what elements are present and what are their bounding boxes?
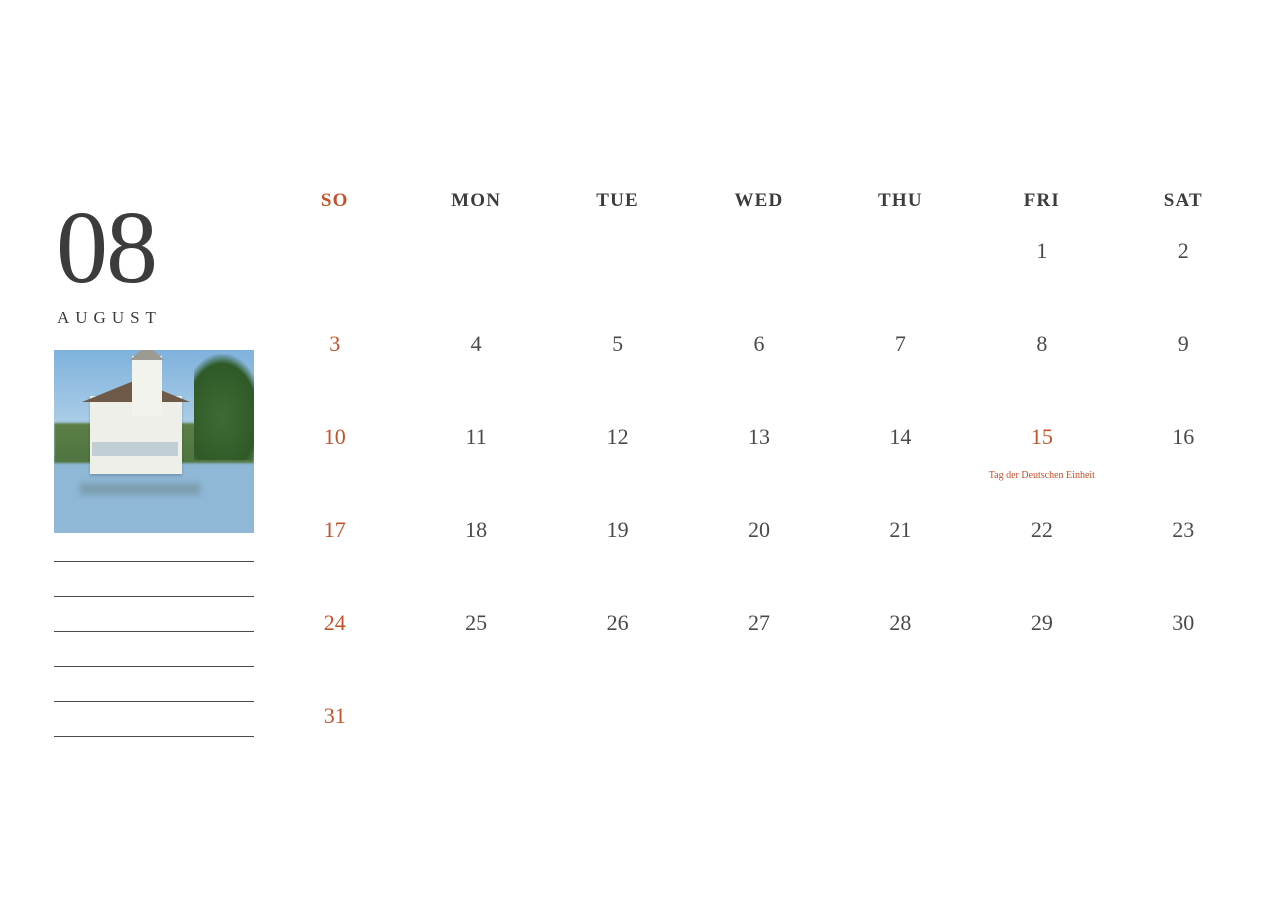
day-cell[interactable] xyxy=(264,681,405,774)
day-number: 9 xyxy=(1177,331,1189,356)
day-cell[interactable] xyxy=(688,402,829,495)
day-cell[interactable] xyxy=(547,588,688,681)
photo-church-tower xyxy=(132,356,162,416)
day-cell-empty xyxy=(688,216,829,309)
day-cell[interactable] xyxy=(1113,309,1254,402)
weekday-header-tue: TUE xyxy=(596,190,639,211)
day-cell[interactable] xyxy=(547,402,688,495)
day-number: 15 xyxy=(1030,424,1053,449)
day-cell-empty xyxy=(1113,681,1254,774)
day-cell[interactable] xyxy=(1113,588,1254,681)
day-cell[interactable] xyxy=(264,588,405,681)
day-cell[interactable] xyxy=(830,588,971,681)
day-number: 2 xyxy=(1177,238,1189,263)
day-number: 6 xyxy=(753,331,765,356)
day-cell[interactable] xyxy=(1113,216,1254,309)
day-cell[interactable] xyxy=(688,495,829,588)
day-cell[interactable] xyxy=(405,309,546,402)
day-cell[interactable] xyxy=(971,495,1112,588)
day-number: 5 xyxy=(612,331,624,356)
month-name: AUGUST xyxy=(57,308,162,327)
day-cell[interactable] xyxy=(405,588,546,681)
month-number: 08 xyxy=(56,190,156,305)
day-cell-empty xyxy=(264,216,405,309)
church-meadow-photo xyxy=(54,350,254,533)
day-number: 30 xyxy=(1172,610,1195,635)
photo-shadow xyxy=(80,483,200,495)
day-cell[interactable] xyxy=(264,309,405,402)
day-number: 13 xyxy=(747,424,770,449)
day-cell[interactable] xyxy=(830,309,971,402)
note-line[interactable] xyxy=(54,666,254,667)
day-cell[interactable] xyxy=(971,402,1112,495)
day-number: 12 xyxy=(606,424,629,449)
day-cell[interactable] xyxy=(971,588,1112,681)
note-line[interactable] xyxy=(54,631,254,632)
day-cell[interactable] xyxy=(264,402,405,495)
day-cell-empty xyxy=(405,681,546,774)
day-cell[interactable] xyxy=(405,402,546,495)
weekday-header-sat: SAT xyxy=(1163,190,1203,211)
weekday-header-thu: THU xyxy=(878,190,923,211)
day-number: 8 xyxy=(1036,331,1048,356)
day-cell[interactable] xyxy=(971,309,1112,402)
day-number: 7 xyxy=(894,331,906,356)
day-number: 4 xyxy=(470,331,482,356)
holiday-label: Tag der Deutschen Einheit xyxy=(988,470,1095,481)
day-number: 21 xyxy=(889,517,912,542)
day-number: 29 xyxy=(1030,610,1053,635)
day-number: 19 xyxy=(606,517,629,542)
day-cell[interactable] xyxy=(971,216,1112,309)
day-number: 3 xyxy=(329,331,341,356)
note-line[interactable] xyxy=(54,701,254,702)
photo-church-tower-roof xyxy=(130,350,164,360)
day-number: 23 xyxy=(1172,517,1195,542)
day-number: 25 xyxy=(465,610,488,635)
photo-church-windows xyxy=(92,442,178,456)
day-cell[interactable] xyxy=(547,495,688,588)
day-number: 14 xyxy=(889,424,912,449)
day-number: 10 xyxy=(323,424,346,449)
note-line[interactable] xyxy=(54,736,254,737)
day-number: 24 xyxy=(323,610,346,635)
day-cell[interactable] xyxy=(547,309,688,402)
notes-area[interactable] xyxy=(54,561,254,737)
day-cell[interactable] xyxy=(1113,402,1254,495)
month-panel xyxy=(54,190,264,771)
day-cell[interactable] xyxy=(830,402,971,495)
day-cell-empty xyxy=(971,681,1112,774)
day-number: 16 xyxy=(1172,424,1195,449)
day-cell[interactable] xyxy=(830,495,971,588)
day-number: 26 xyxy=(606,610,629,635)
day-cell-empty xyxy=(405,216,546,309)
days-grid xyxy=(264,216,1254,774)
day-cell[interactable] xyxy=(688,309,829,402)
day-cell-empty xyxy=(547,681,688,774)
day-number: 18 xyxy=(465,517,488,542)
weekday-header-row xyxy=(264,190,1254,216)
weekday-header-so: SO xyxy=(320,190,349,211)
day-cell[interactable] xyxy=(688,588,829,681)
day-cell[interactable] xyxy=(405,495,546,588)
day-number: 22 xyxy=(1030,517,1053,542)
day-cell-empty xyxy=(830,681,971,774)
day-number: 17 xyxy=(323,517,346,542)
day-number: 20 xyxy=(747,517,770,542)
day-number: 28 xyxy=(889,610,912,635)
day-cell-empty xyxy=(688,681,829,774)
weekday-header-fri: FRI xyxy=(1023,190,1061,211)
weekday-header-wed: WED xyxy=(734,190,784,211)
day-cell-empty xyxy=(547,216,688,309)
day-cell[interactable] xyxy=(264,495,405,588)
calendar-grid xyxy=(264,190,1254,774)
note-line[interactable] xyxy=(54,561,254,562)
day-cell[interactable] xyxy=(1113,495,1254,588)
day-number: 27 xyxy=(747,610,770,635)
day-cell-empty xyxy=(830,216,971,309)
note-line[interactable] xyxy=(54,596,254,597)
day-number: 1 xyxy=(1036,238,1048,263)
weekday-header-mon: MON xyxy=(451,190,502,211)
photo-tree xyxy=(194,354,254,460)
day-number: 31 xyxy=(323,703,346,728)
day-number: 11 xyxy=(465,424,487,449)
